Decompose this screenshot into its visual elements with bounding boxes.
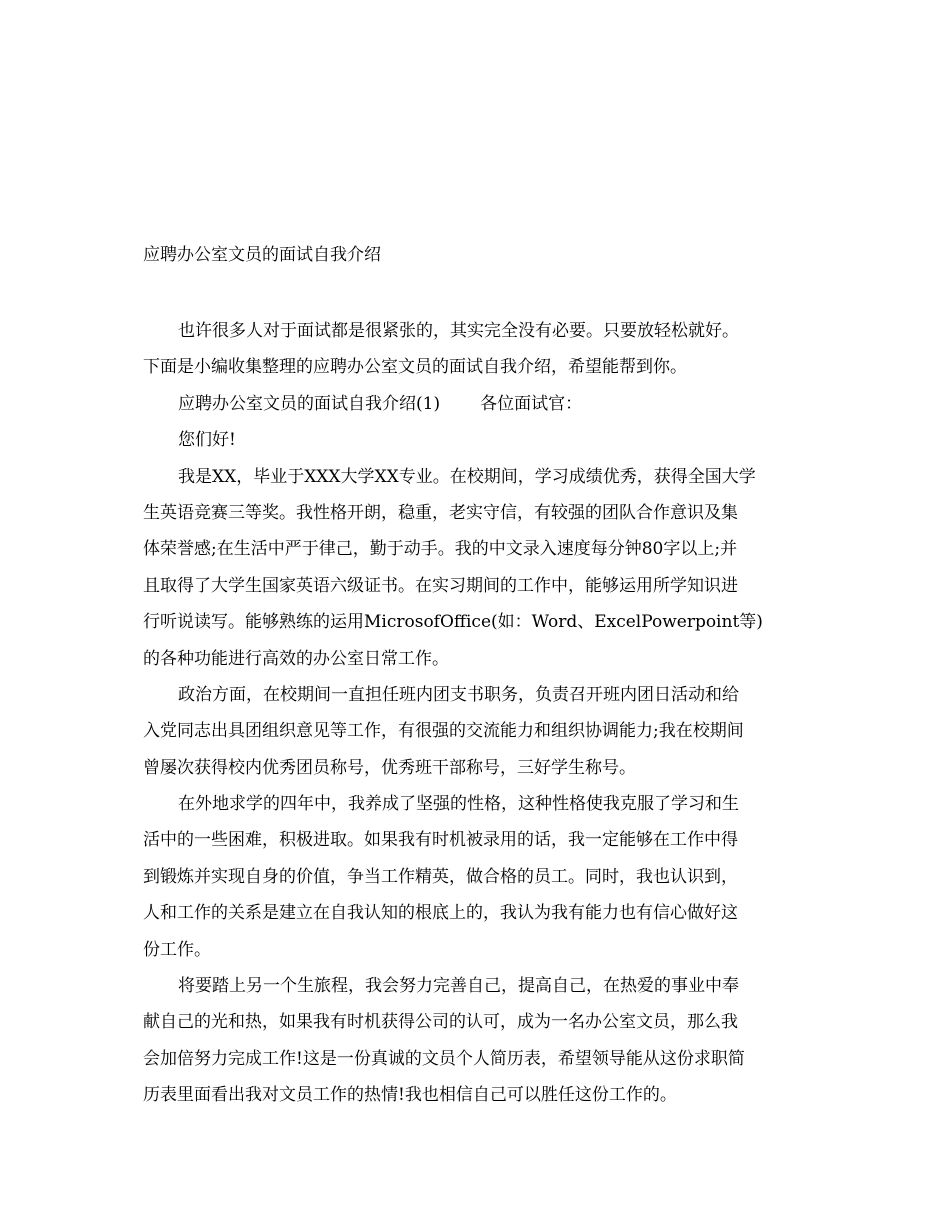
line-text: 入党同志出具团组织意见等工作，有很强的交流能力和组织协调能力;我在校期间	[143, 721, 744, 742]
line-text: 人和工作的关系是建立在自我认知的根底上的，我认为我有能力也有信心做好这	[143, 903, 738, 924]
line-text: 且取得了大学生国家英语六级证书。在实习期间的工作中，能够运用所学知识进	[143, 575, 738, 596]
document-body	[143, 241, 808, 1114]
line-text: 曾屡次获得校内优秀团员称号，优秀班干部称号，三好学生称号。	[143, 757, 636, 778]
text-line	[143, 786, 808, 822]
text-line	[143, 822, 808, 858]
text-line	[143, 895, 808, 931]
text-line	[143, 495, 808, 531]
line-text: 政治方面，在校期间一直担任班内团支书职务，负责召开班内团日活动和给	[178, 684, 739, 705]
line-text: 我是XX，毕业于XXX大学XX专业。在校期间，学习成绩优秀，获得全国大学	[178, 466, 756, 487]
line-text: 的各种功能进行高效的办公室日常工作。	[143, 648, 449, 669]
line-text: 体荣誉感;在生活中严于律己，勤于动手。我的中文录入速度每分钟80字以上;并	[143, 539, 738, 560]
line-text: 份工作。	[143, 939, 211, 960]
greeting: 您们好!	[178, 430, 236, 451]
text-line	[143, 531, 808, 567]
text-line	[143, 604, 808, 640]
line-text: 也许很多人对于面试都是很紧张的，其实完全没有必要。只要放轻松就好。	[178, 321, 739, 341]
line-text: 下面是小编收集整理的应聘办公室文员的面试自我介绍，希望能帮到你。	[143, 357, 687, 378]
line-text: 行听说读写。能够熟练的运用MicrosofOffice(如：Word、ExcelPowerpoint等)	[143, 612, 763, 633]
text-line	[143, 713, 808, 749]
document-title: 应聘办公室文员的面试自我介绍	[143, 245, 381, 265]
line-text: 到锻炼并实现自身的价值，争当工作精英，做合格的员工。同时，我也认识到，	[143, 866, 738, 887]
salutation: 各位面试官：	[480, 393, 583, 414]
line-text: 将要踏上另一个生旅程，我会努力完善自己，提高自己，在热爱的事业中奉	[178, 976, 739, 997]
line-text: 历表里面看出我对文员工作的热情!我也相信自己可以胜任这份工作的。	[143, 1085, 677, 1106]
text-line	[143, 677, 808, 713]
text-line	[143, 968, 808, 1004]
line-text: 献自己的光和热，如果我有时机获得公司的认可，成为一名办公室文员，那么我	[143, 1012, 738, 1033]
line-text: 生英语竞赛三等奖。我性格开朗，稳重，老实守信，有较强的团队合作意识及集	[143, 502, 738, 523]
text-line	[143, 641, 808, 677]
text-line	[143, 422, 808, 458]
text-line	[143, 1041, 808, 1077]
line-text: 在外地求学的四年中，我养成了坚强的性格，这种性格使我克服了学习和生	[178, 794, 739, 815]
text-line	[143, 349, 808, 385]
line-text: 会加倍努力完成工作!这是一份真诚的文员个人简历表，希望领导能从这份求职简	[143, 1048, 745, 1069]
line-text: 活中的一些困难，积极进取。如果我有时机被录用的话，我一定能够在工作中得	[143, 830, 738, 851]
title-spacer	[143, 269, 808, 313]
text-line	[143, 386, 808, 422]
text-line	[143, 459, 808, 495]
text-line	[143, 750, 808, 786]
section-heading: 应聘办公室文员的面试自我介绍(1)	[178, 393, 441, 414]
text-line	[143, 1004, 808, 1040]
text-line	[143, 313, 808, 349]
text-line	[143, 568, 808, 604]
text-line	[143, 1077, 808, 1113]
text-line	[143, 932, 808, 968]
text-line	[143, 859, 808, 895]
